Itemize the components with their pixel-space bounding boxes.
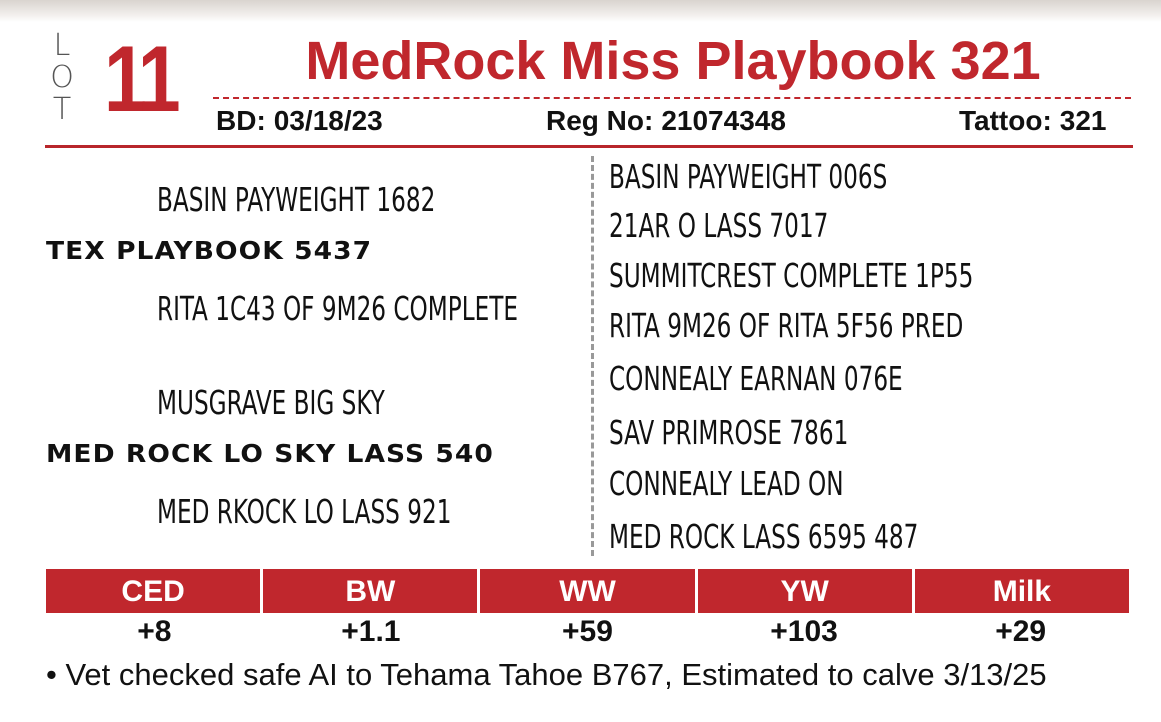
- pedigree-right-item: MED ROCK LASS 6595 487: [609, 517, 919, 556]
- epd-value-bw: +1.1: [341, 615, 401, 648]
- tattoo-label: Tattoo:: [959, 105, 1052, 136]
- registration-number: [546, 104, 786, 138]
- pedigree-sire-sire: BASIN PAYWEIGHT 1682: [157, 180, 436, 219]
- pedigree-right-item: 21AR O LASS 7017: [609, 206, 829, 245]
- reg-label: Reg No:: [546, 105, 654, 136]
- epd-value-ww: +59: [562, 615, 613, 648]
- epd-header-ww: WW: [480, 569, 697, 613]
- title-dashed-divider: [213, 97, 1131, 99]
- lot-letter-l: L: [53, 28, 71, 63]
- tattoo: [959, 104, 1107, 138]
- epd-table: [46, 569, 1129, 651]
- reg-value: 21074348: [661, 105, 786, 136]
- pedigree-sire: TEX PLAYBOOK 5437: [46, 236, 373, 265]
- pedigree-dam-dam: MED RKOCK LO LASS 921: [157, 492, 452, 531]
- pedigree-sire-dam: RITA 1C43 OF 9M26 COMPLETE: [157, 289, 519, 328]
- birth-date: [216, 104, 383, 138]
- epd-value-milk: +29: [995, 615, 1047, 648]
- birth-date-value: 03/18/23: [273, 105, 383, 136]
- pedigree-dam: MED ROCK LO SKY LASS 540: [46, 439, 494, 468]
- pedigree-right-item: SAV PRIMROSE 7861: [609, 413, 849, 452]
- pedigree-right-item: RITA 9M26 OF RITA 5F56 PRED: [609, 306, 964, 345]
- pedigree-right-item: BASIN PAYWEIGHT 006S: [609, 157, 888, 196]
- lot-letter-o: O: [50, 60, 74, 95]
- header-divider: [45, 145, 1133, 148]
- pedigree-right-item: CONNEALY EARNAN 076E: [609, 359, 903, 398]
- epd-value-ced: +8: [137, 615, 172, 648]
- pedigree-dam-sire: MUSGRAVE BIG SKY: [157, 383, 385, 422]
- tattoo-value: 321: [1059, 105, 1107, 136]
- pedigree-right-item: CONNEALY LEAD ON: [609, 464, 844, 503]
- animal-name: MedRock Miss Playbook 321: [305, 31, 1041, 91]
- epd-header-bw: BW: [263, 569, 480, 613]
- breeding-note: • Vet checked safe AI to Tehama Tahoe B767, Estimated to calve 3/13/25: [46, 657, 1047, 692]
- pedigree-center-divider: [591, 156, 594, 556]
- lot-number: 11: [104, 26, 176, 131]
- epd-values-row: [46, 613, 1129, 651]
- birth-date-label: BD:: [216, 105, 266, 136]
- lot-label: [48, 30, 76, 126]
- epd-header-milk: Milk: [915, 569, 1129, 613]
- lot-letter-t: T: [52, 92, 72, 127]
- epd-header-yw: YW: [698, 569, 915, 613]
- top-texture-band: [0, 0, 1161, 22]
- epd-header-ced: CED: [46, 569, 263, 613]
- pedigree-right-item: SUMMITCREST COMPLETE 1P55: [609, 256, 974, 295]
- epd-value-yw: +103: [770, 615, 838, 648]
- epd-header-row: [46, 569, 1129, 613]
